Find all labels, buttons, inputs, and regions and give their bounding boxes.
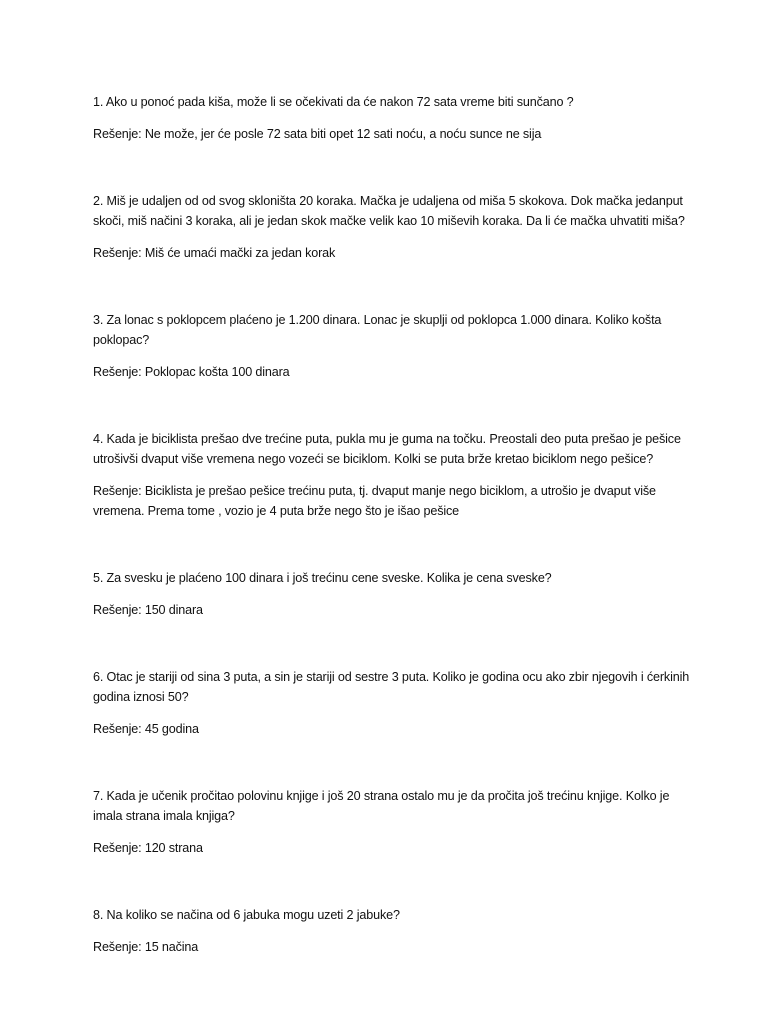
- problem-question: 2. Miš je udaljen od od svog skloništa 20 koraka. Mačka je udaljena od miša 5 skokova. Dok mačka jedanput skoči, miš načini 3 koraka, ali je jedan skok mačke velik kao 10 miševih koraka. Da li će mačka uhvatiti miša?: [93, 194, 685, 228]
- problem-solution: Rešenje: 45 godina: [93, 722, 199, 736]
- problem-1: [93, 92, 693, 144]
- problem-2: [93, 191, 693, 263]
- problem-5: [93, 568, 693, 620]
- problem-question: 5. Za svesku je plaćeno 100 dinara i još trećinu cene sveske. Kolika je cena sveske?: [93, 571, 552, 585]
- problem-7: [93, 786, 693, 858]
- problem-question: 1. Ako u ponoć pada kiša, može li se očekivati da će nakon 72 sata vreme biti sunčano ?: [93, 95, 574, 109]
- problem-8: [93, 905, 693, 957]
- problem-question: 4. Kada je biciklista prešao dve trećine puta, pukla mu je guma na točku. Preostali deo puta prešao je pešice utrošivši dvaput više vremena nego vozeći se biciklom. Kolki se puta brže kretao biciklom nego pešice?: [93, 432, 681, 466]
- problem-solution: Rešenje: 120 strana: [93, 841, 203, 855]
- problem-solution: Rešenje: Ne može, jer će posle 72 sata biti opet 12 sati noću, a noću sunce ne sija: [93, 127, 542, 141]
- problem-question: 3. Za lonac s poklopcem plaćeno je 1.200 dinara. Lonac je skuplji od poklopca 1.000 dinara. Koliko košta poklopac?: [93, 313, 662, 347]
- problem-solution: Rešenje: Miš će umaći mački za jedan korak: [93, 246, 336, 260]
- problem-3: [93, 310, 693, 382]
- problem-question: 7. Kada je učenik pročitao polovinu knjige i još 20 strana ostalo mu je da pročita još trećinu knjige. Kolko je imala strana imala knjiga?: [93, 789, 670, 823]
- problem-solution: Rešenje: Biciklista je prešao pešice trećinu puta, tj. dvaput manje nego biciklom, a utrošio je dvaput više vremena. Prema tome , vozio je 4 puta brže nego što je išao pešice: [93, 484, 656, 518]
- problem-question: 8. Na koliko se načina od 6 jabuka mogu uzeti 2 jabuke?: [93, 908, 400, 922]
- problem-solution: Rešenje: 150 dinara: [93, 603, 203, 617]
- document-page: [93, 92, 693, 957]
- problem-4: [93, 429, 693, 521]
- problem-question: 6. Otac je stariji od sina 3 puta, a sin je stariji od sestre 3 puta. Koliko je godina ocu ako zbir njegovih i ćerkinih godina iznosi 50?: [93, 670, 690, 704]
- problem-6: [93, 667, 693, 739]
- problem-solution: Rešenje: Poklopac košta 100 dinara: [93, 365, 290, 379]
- problem-solution: Rešenje: 15 načina: [93, 940, 199, 954]
